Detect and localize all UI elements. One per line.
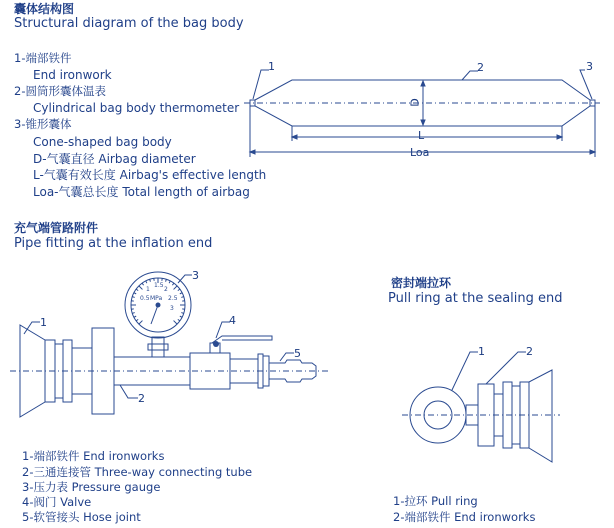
structural-dim-loa: Loa-气囊总长度 Total length of airbag (33, 185, 250, 199)
bag-callout-2: 2 (477, 61, 484, 74)
sealing-item-1: 1-拉环 Pull ring (393, 494, 478, 508)
structural-item-2-en: Cylindrical bag body thermometer (33, 101, 240, 115)
structural-dim-d: D-气囊直径 Airbag diameter (33, 152, 196, 166)
inflation-title-en: Pipe fitting at the inflation end (14, 236, 213, 251)
inflation-item-2: 2-三通连接管 Three-way connecting tube (22, 465, 253, 479)
inflation-item-1: 1-端部铁件 End ironworks (22, 449, 165, 463)
gauge-tick (136, 289, 138, 290)
gauge-tick-label-1: 0.5 (140, 295, 150, 302)
fitting-callout-4: 4 (229, 314, 236, 327)
gauge-tick (166, 279, 167, 281)
gauge-tick (134, 293, 136, 294)
valve-handle-pivot (213, 341, 219, 347)
gauge-tick (139, 321, 143, 325)
gauge-tick (142, 283, 143, 285)
bag-callout-1: 1 (268, 60, 275, 73)
pressure-gauge-hub (156, 303, 161, 308)
structural-item-3-cn: 3-锥形囊体 (14, 117, 72, 131)
gauge-tick (174, 321, 178, 325)
gauge-tick-label-6: 3 (170, 305, 174, 312)
fitting-main-tube (114, 357, 190, 385)
gauge-tick (146, 281, 147, 283)
ring-leader-1 (452, 352, 478, 390)
bag-leader-2 (462, 71, 478, 80)
gauge-tick (180, 316, 182, 317)
inflation-item-3: 3-压力表 Pressure gauge (22, 480, 161, 494)
gauge-tick-label-3: 1.5 (154, 282, 164, 289)
gauge-tick (169, 281, 170, 283)
gauge-tick (134, 316, 136, 317)
sealing-title-cn: 密封端拉环 (391, 276, 452, 290)
gauge-tick (181, 297, 183, 298)
gauge-tick (178, 289, 180, 290)
structural-title-cn: 囊体结构图 (14, 2, 75, 16)
bag-dim-l-label: L (418, 129, 425, 142)
structural-item-2-cn: 2-圆筒形囊体温表 (14, 84, 106, 98)
structural-dim-l: L-气囊有效长度 Airbag's effective length (33, 168, 267, 182)
bag-dim-loa-label: Loa (410, 146, 430, 159)
gauge-tick (180, 293, 182, 294)
bag-body-diagram (244, 70, 600, 157)
structural-item-3-en: Cone-shaped bag body (33, 135, 172, 149)
gauge-tick (132, 297, 134, 298)
pull-ring-diagram (402, 352, 560, 462)
bag-end-ironwork-right (590, 100, 595, 106)
ring-leader-2 (486, 352, 526, 384)
gauge-tick (172, 283, 173, 285)
inflation-item-5: 5-软管接头 Hose joint (22, 510, 141, 524)
inflation-item-4: 4-阀门 Valve (22, 495, 92, 509)
ring-callout-2: 2 (526, 345, 533, 358)
fitting-callout-2: 2 (138, 392, 145, 405)
fitting-gauge-nut (148, 344, 168, 350)
fitting-leader-3 (178, 275, 192, 283)
gauge-tick (150, 279, 151, 281)
ring-callout-1: 1 (478, 345, 485, 358)
bag-callout-3: 3 (586, 60, 593, 73)
structural-title-en: Structural diagram of the bag body (14, 16, 244, 31)
structural-item-1-en: End ironwork (33, 68, 112, 82)
gauge-tick (136, 319, 138, 320)
inflation-title-cn: 充气端管路附件 (14, 221, 99, 235)
bag-end-ironwork-left (250, 100, 255, 106)
gauge-tick-label-5: 2.5 (168, 295, 178, 302)
fitting-callout-5: 5 (294, 347, 301, 360)
gauge-tick (181, 313, 183, 314)
bag-leader-1 (253, 70, 269, 99)
pressure-gauge-needle (151, 305, 158, 324)
gauge-tick (178, 319, 180, 320)
fitting-callout-1: 1 (40, 316, 47, 329)
sealing-item-2: 2-端部铁件 End ironworks (393, 510, 536, 524)
fitting-gauge-stem (152, 337, 164, 357)
structural-item-1-cn: 1-端部铁件 (14, 51, 72, 65)
gauge-tick-label-2: 1 (146, 286, 150, 293)
pipe-fitting-diagram (10, 269, 330, 417)
fitting-leader-2 (120, 385, 138, 398)
gauge-tick (132, 313, 134, 314)
gauge-tick (139, 286, 143, 290)
ring-end-cone (529, 370, 552, 462)
gauge-tick-label-4: 2 (164, 286, 168, 293)
gauge-tick (174, 286, 178, 290)
bag-dim-d-label: D (408, 98, 422, 107)
valve-handle (212, 336, 272, 343)
sealing-title-en: Pull ring at the sealing end (388, 291, 563, 306)
gauge-center-text: MPa (150, 295, 163, 302)
fitting-callout-3: 3 (192, 269, 199, 282)
